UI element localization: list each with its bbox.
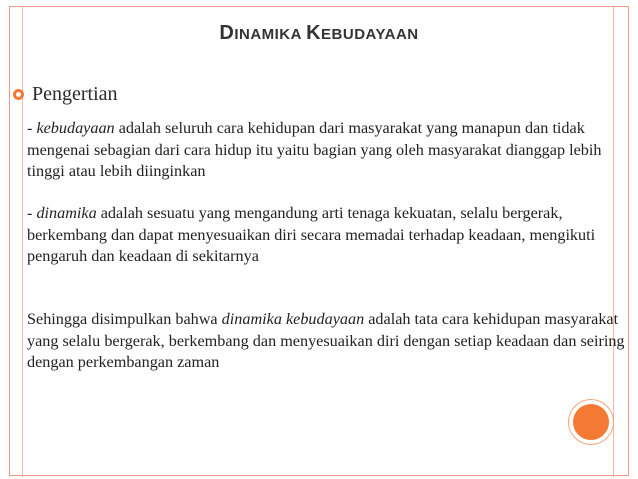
p3-text: adalah tata cara kehidupan masyarakat yang selalu bergerak, berkembang dan menyesuaikan diri dengan setiap keadaan dan seiring dengan perkembangan zaman	[27, 310, 625, 371]
bullet-row	[13, 83, 118, 106]
paragraph-kesimpulan	[27, 309, 627, 374]
p1-text: adalah seluruh cara kehidupan dari masyarakat yang manapun dan tidak mengenai sebagian dari cara hidup itu yaitu bagian yang oleh masyarakat dianggap lebih tinggi atau lebih diinginkan	[27, 119, 602, 180]
p1-term: kebudayaan	[36, 119, 115, 137]
title-rest-2: EBUDAYAAN	[321, 26, 419, 43]
p2-prefix: -	[27, 204, 37, 222]
p3-term: dinamika kebudayaan	[221, 310, 365, 328]
paragraph-dinamika	[27, 203, 627, 268]
p3-prefix: Sehingga disimpulkan bahwa	[27, 310, 222, 328]
slide-title	[0, 22, 638, 45]
frame-left-line	[22, 7, 23, 477]
paragraph-kebudayaan	[27, 118, 627, 183]
p2-text: adalah sesuatu yang mengandung arti tenaga kekuatan, selalu bergerak, berkembang dan dapat menyesuaikan diri secara memadai terhadap keadaan, mengikuti pengaruh dan keadaan di sekitarnya	[27, 204, 596, 265]
circle-bullet-icon	[13, 89, 24, 100]
title-rest-1: INAMIKA	[234, 26, 307, 43]
p2-term: dinamika	[36, 204, 97, 222]
bullet-label: Pengertian	[32, 83, 118, 105]
title-cap-1: D	[219, 22, 235, 44]
p1-prefix: -	[27, 119, 37, 137]
title-cap-2: K	[306, 22, 322, 44]
orange-circle-icon	[569, 400, 613, 444]
